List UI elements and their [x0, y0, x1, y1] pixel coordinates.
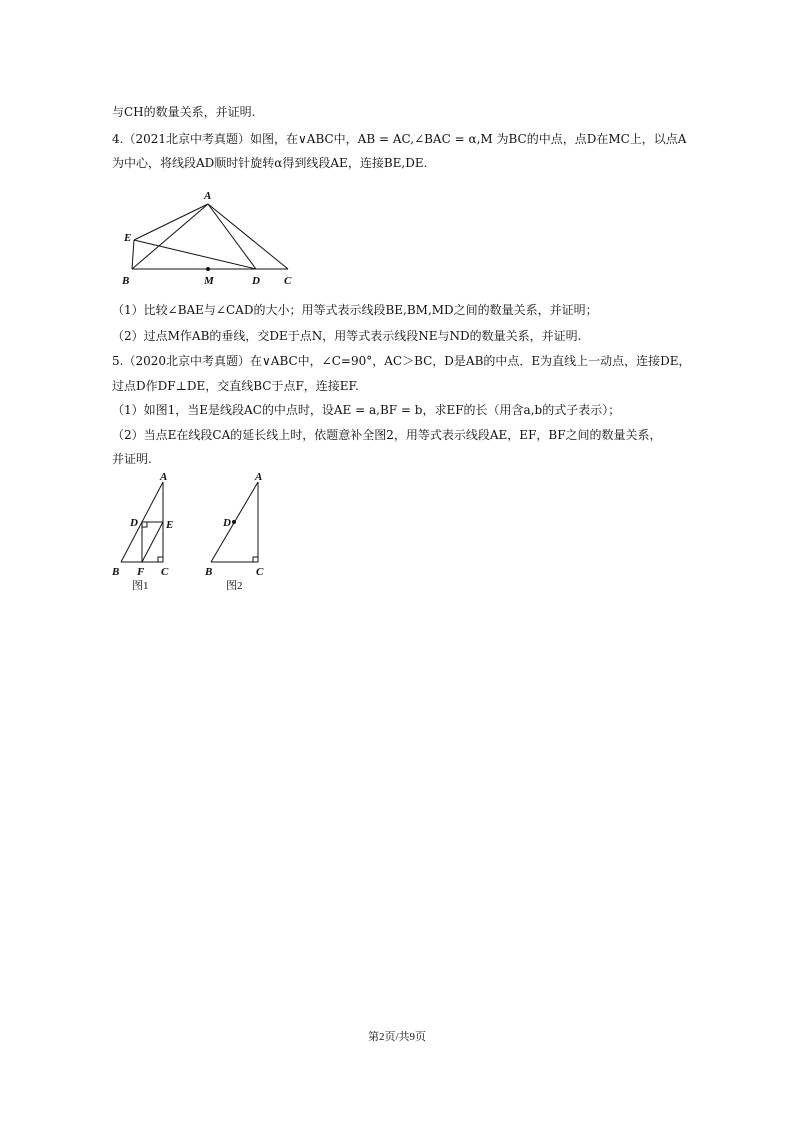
label-b: B	[122, 275, 130, 287]
fig1-label-b: B	[112, 566, 120, 578]
fig2-label-a: A	[255, 471, 263, 483]
text-line-3: 为中心，将线段AD顺时针旋转α得到线段AE，连接BE,DE.	[112, 156, 428, 170]
text-line-8: （1）如图1，当E是线段AC的中点时，设AE = a,BF = b，求EF的长（用含a,b的式子表示）；	[112, 403, 621, 417]
text-line-9: （2）当点E在线段CA的延长线上时，依题意补全图2，用等式表示线段AE，EF，BF之间的数量关系，	[112, 428, 662, 442]
problem5-figure-1	[108, 470, 188, 596]
label-a: A	[204, 190, 212, 202]
text-line-2: 4.（2021北京中考真题）如图，在∨ABC中，AB = AC,∠BAC = α,M 为BC的中点，点D在MC上，以点A	[112, 132, 687, 146]
text-line-5: （2）过点M作AB的垂线，交DE于点N，用等式表示线段NE与ND的数量关系，并证明.	[112, 329, 582, 343]
fig1-caption: 图1	[132, 580, 149, 592]
text-line-1: 与CH的数量关系，并证明.	[112, 105, 256, 119]
fig1-label-e: E	[166, 519, 174, 531]
fig2-caption: 图2	[226, 580, 243, 592]
fig2-label-c: C	[256, 566, 264, 578]
fig2-label-b: B	[205, 566, 213, 578]
text-line-7: 过点D作DF⊥DE，交直线BC于点F，连接EF.	[112, 379, 359, 393]
problem5-figure-2	[198, 470, 278, 596]
label-m: M	[204, 275, 214, 287]
fig2-point-d-marker	[232, 520, 236, 524]
problem4-figure	[118, 186, 308, 288]
point-m-marker	[206, 267, 210, 271]
label-c: C	[284, 275, 292, 287]
text-line-10: 并证明.	[112, 452, 152, 466]
page-footer: 第2页/共9页	[367, 1031, 427, 1043]
text-line-4: （1）比较∠BAE与∠CAD的大小；用等式表示线段BE,BM,MD之间的数量关系，并证明；	[112, 303, 598, 317]
fig1-label-a: A	[160, 471, 168, 483]
fig2-label-d: D	[223, 517, 231, 529]
fig1-label-d: D	[130, 517, 138, 529]
fig1-label-f: F	[137, 566, 145, 578]
label-e: E	[124, 232, 132, 244]
label-d: D	[252, 275, 260, 287]
text-line-6: 5.（2020北京中考真题）在∨ABC中，∠C=90°，AC＞BC，D是AB的中点．E为直线上一动点，连接DE，	[112, 354, 691, 368]
fig1-label-c: C	[161, 566, 169, 578]
